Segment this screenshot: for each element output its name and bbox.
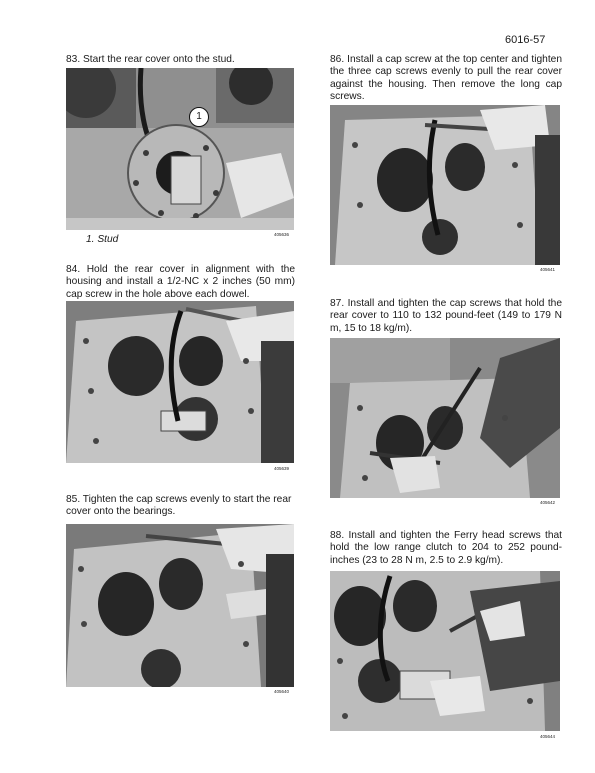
figure-88-number: 405644	[540, 734, 556, 739]
figure-85-photo	[66, 524, 294, 687]
page-number: 6016-57	[505, 34, 546, 46]
figure-84-photo	[66, 301, 294, 463]
step-83-text: 83. Start the rear cover onto the stud.	[66, 54, 235, 65]
step-86-text: 86. Install a cap screw at the top center and tighten the three cap screws evenly to pull the rear cover against the housing. Then remove the long cap screws.	[330, 54, 562, 103]
step-88-text: 88. Install and tighten the Ferry head screws that hold the low range clutch to 204 to 252 pound-inches (23 to 28 N m, 2.5 to 2.9 kg/m).	[330, 530, 562, 566]
figure-83-number: 405636	[274, 232, 290, 237]
callout-1: 1	[189, 107, 209, 127]
figure-87-photo	[330, 338, 560, 498]
step-87-text: 87. Install and tighten the cap screws that hold the rear cover to 110 to 132 pound-feet (149 to 179 N m, 15 to 18 kg/m).	[330, 298, 562, 334]
figure-84-number: 405639	[274, 466, 290, 471]
figure-88-photo	[330, 571, 560, 731]
figure-86-number: 405641	[540, 267, 556, 272]
figure-87-number: 405642	[540, 500, 556, 505]
step-85-text: 85. Tighten the cap screws evenly to start the rear cover onto the bearings.	[66, 494, 292, 518]
figure-83-caption: 1. Stud	[86, 234, 119, 245]
step-84-text: 84. Hold the rear cover in alignment with the housing and install a 1/2-NC x 2 inches (50 mm) cap screw in the hole above each dowel.	[66, 264, 295, 300]
figure-83-photo	[66, 68, 294, 230]
figure-85-number: 405640	[274, 689, 290, 694]
figure-86-photo	[330, 105, 560, 265]
